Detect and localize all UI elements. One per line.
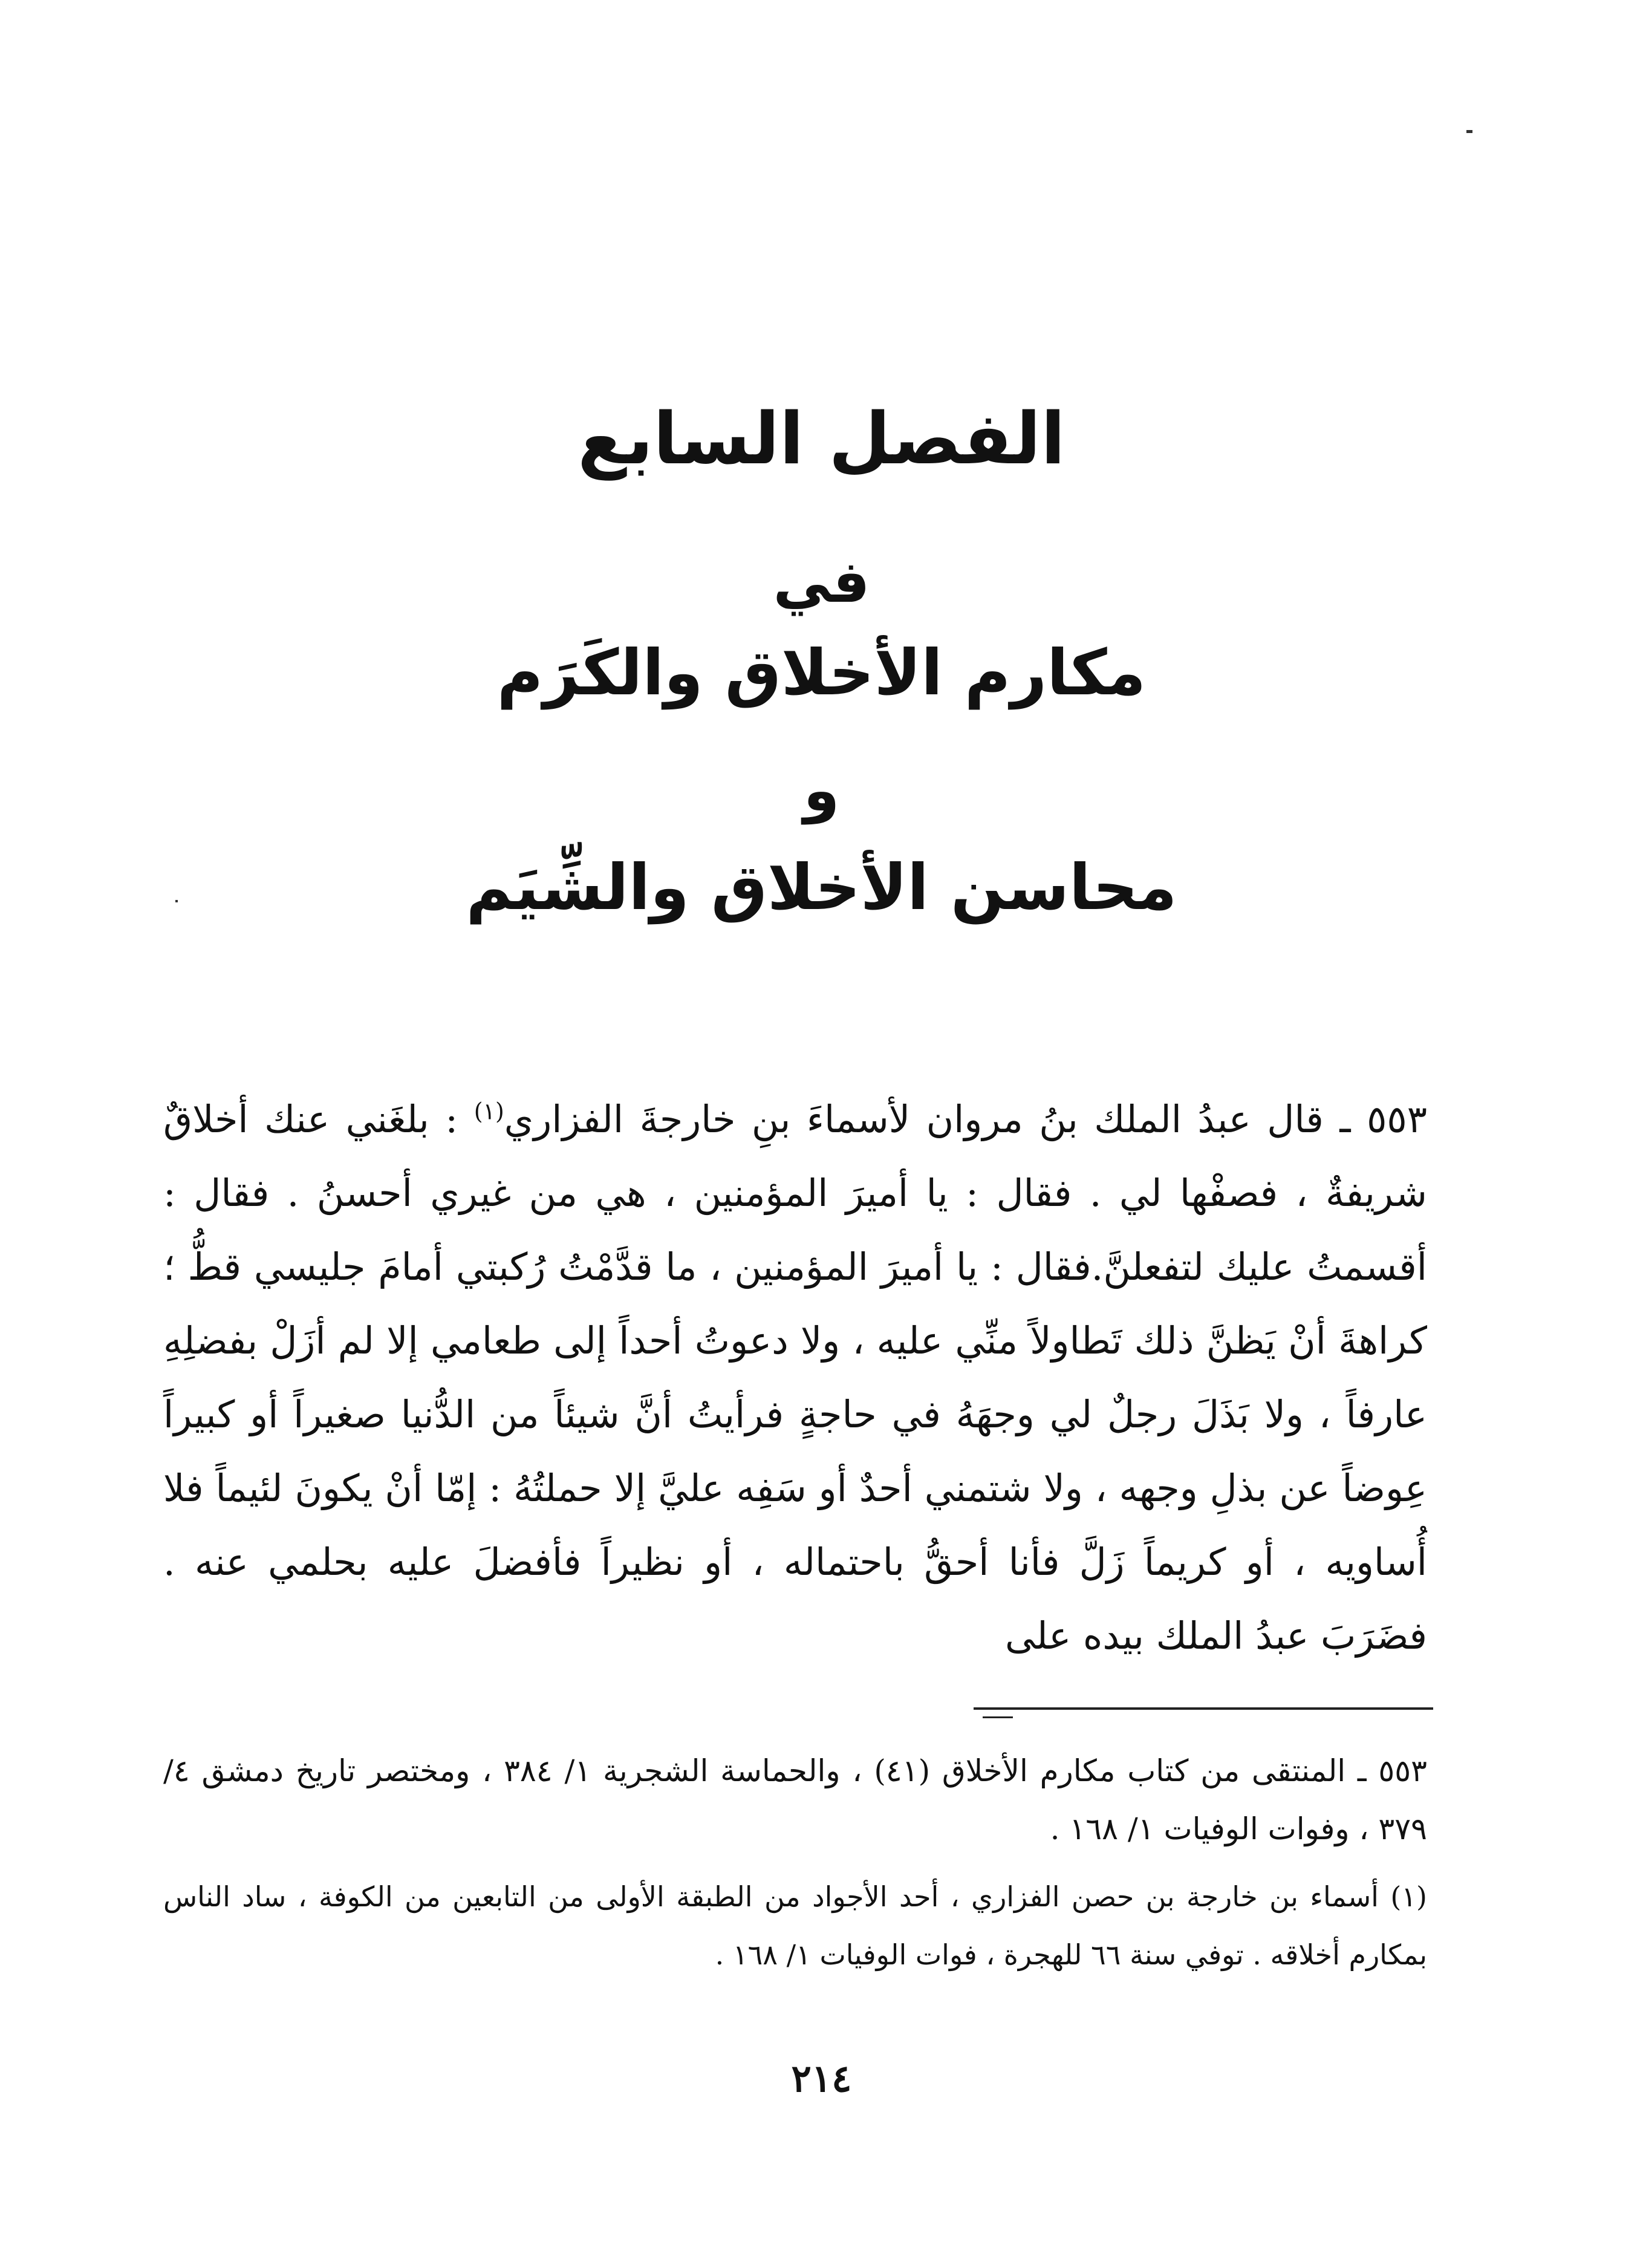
chapter-subject-1: مكارم الأخلاق والكَرَم (496, 636, 1147, 709)
footnote-1: (١) أسماء بن خارجة بن حصن الفزاري ، أحد الأجواد من الطبقة الأولى من التابعين من الكوفة ، ساد الناس بمكارم أخلاقه . توفي سنة ٦٦ للهجرة ، فوات الوفيات ١/ ١٦٨ . (163, 1880, 1427, 1971)
paragraph-opening: ٥٥٣ ـ قال عبدُ الملك بنُ مروان لأسماءَ بنِ خارجةَ الفزاري (504, 1097, 1427, 1141)
paragraph-continuation: : بلغَني عنك أخلاقٌ شريفةٌ ، فصفْها لي . فقال : يا أميرَ المؤمنين ، هي من غيري أحسنُ . فقال : أقسمتُ عليك لتفعلنَّ.فقال : يا أميرَ المؤمنين ، ما قدَّمْتُ رُكبتي أمامَ جليسي قطُّ ؛ كراهةَ أنْ يَظنَّ ذلك تَطاولاً منِّي عليه ، ولا دعوتُ أحداً إلى طعامي إلا لم أزَلْ بفضلِهِ عارفاً ، ولا بَذَلَ رجلٌ لي وجهَهُ في حاجةٍ فرأيتُ أنَّ شيئاً من الدُّنيا صغيراً أو كبيراً عِوضاً عن بذلِ وجهه ، ولا شتمني أحدٌ أو سَفِه عليَّ إلا حملتُهُ : إمّا أنْ يكونَ لئيماً فلا أُساويه ، أو كريماً زَلَّ فأنا أحقُّ باحتماله ، أو نظيراً فأفضلَ عليه بحلمي عنه . فضَرَبَ عبدُ الملك بيده على (163, 1097, 1427, 1658)
chapter-connector-fi: في (773, 548, 870, 616)
footnote-source: ٥٥٣ ـ المنتقى من كتاب مكارم الأخلاق (٤١) ، والحماسة الشجرية ١/ ٣٨٤ ، ومختصر تاريخ دمشق ٤/ ٣٧٩ ، وفوات الوفيات ١/ ١٦٨ . (163, 1753, 1427, 1846)
footnote-separator (974, 1707, 1433, 1710)
chapter-title: الفصل السابع (577, 397, 1066, 480)
footnotes (163, 1742, 1427, 1993)
page-number: ٢١٤ (791, 2056, 852, 2100)
chapter-subject-2: محاسن الأخلاق والشِّيَم (466, 850, 1177, 924)
chapter-connector-wa: و (803, 757, 840, 824)
footnote-separator-dash (983, 1716, 1013, 1718)
scan-speck (1466, 130, 1472, 133)
scan-speck (175, 900, 178, 902)
paragraph-553 (163, 1083, 1427, 1673)
footnote-marker: (١) (473, 1098, 504, 1125)
main-text (163, 1083, 1427, 1673)
